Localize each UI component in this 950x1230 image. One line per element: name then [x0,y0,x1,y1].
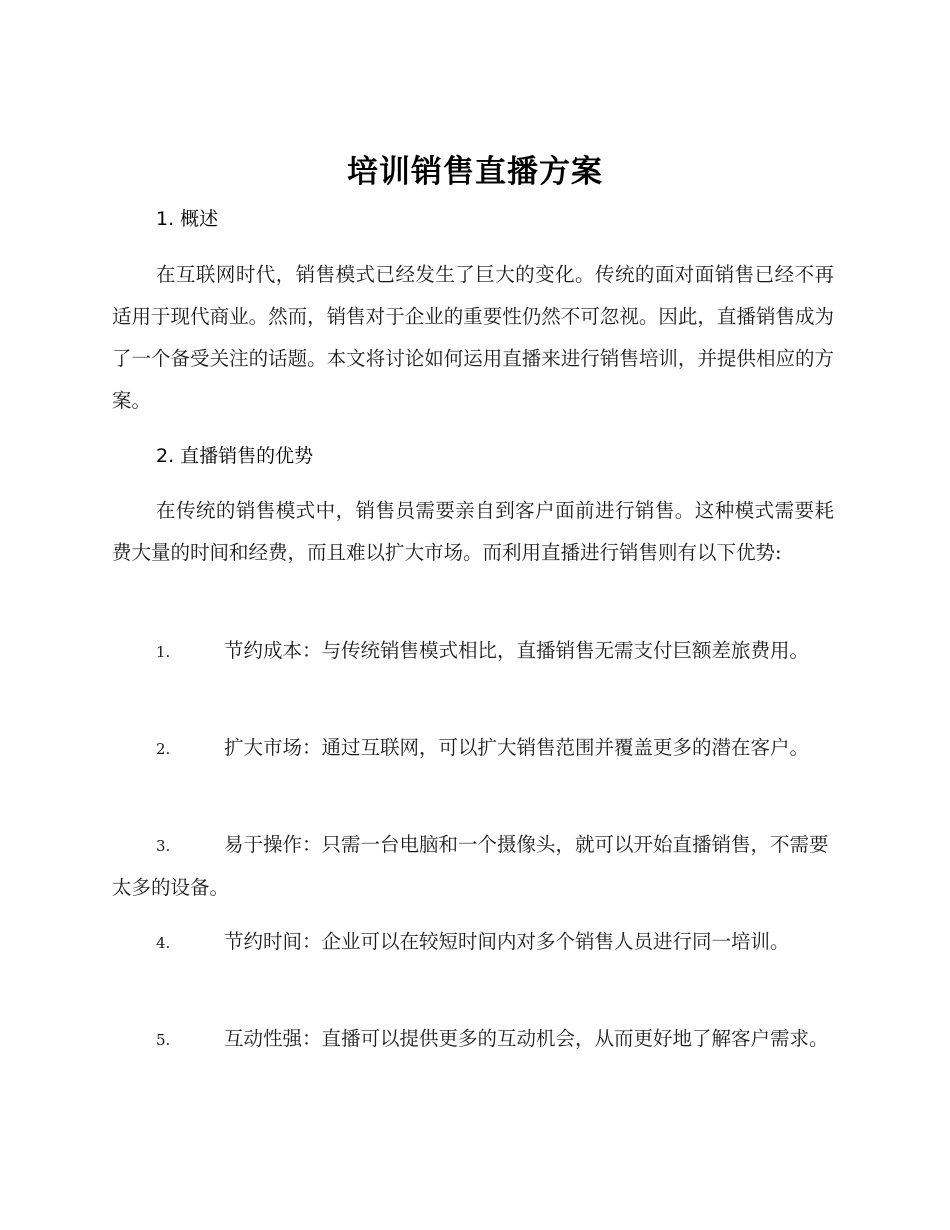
list-item-text: 扩大市场：通过互联网，可以扩大销售范围并覆盖更多的潜在客户。 [224,736,810,759]
section-paragraph-overview: 在互联网时代，销售模式已经发生了巨大的变化。传统的面对面销售已经不再适用于现代商业。然而，销售对于企业的重要性仍然不可忽视。因此，直播销售成为了一个备受关注的话题。本文将讨论如何运用直播来进行销售培训，并提供相应的方案。 [112,263,834,412]
list-item [112,630,834,673]
list-item-number: 4. [156,934,171,952]
list-item [112,921,834,964]
list-item-text: 易于操作：只需一台电脑和一个摄像头，就可以开始直播销售，不需要太多的设备。 [112,833,829,899]
document-title: 培训销售直播方案 [347,154,603,190]
list-item-text: 节约时间：企业可以在较短时间内对多个销售人员进行同一培训。 [224,930,790,953]
list-item [112,1018,834,1061]
section-heading-advantages: 2. 直播销售的优势 [156,445,314,467]
list-item-number: 1. [156,643,171,661]
list-item-number: 5. [156,1031,171,1049]
list-item-number: 3. [156,837,171,855]
section-paragraph-advantages: 在传统的销售模式中，销售员需要亲自到客户面前进行销售。这种模式需要耗费大量的时间和经费，而且难以扩大市场。而利用直播进行销售则有以下优势: [112,499,834,564]
list-item [112,727,834,770]
list-item [112,824,834,909]
list-item-text: 节约成本：与传统销售模式相比，直播销售无需支付巨额差旅费用。 [224,639,810,662]
section-heading-overview: 1. 概述 [156,208,219,230]
list-item-text: 互动性强：直播可以提供更多的互动机会，从而更好地了解客户需求。 [224,1027,829,1050]
list-item-number: 2. [156,740,171,758]
